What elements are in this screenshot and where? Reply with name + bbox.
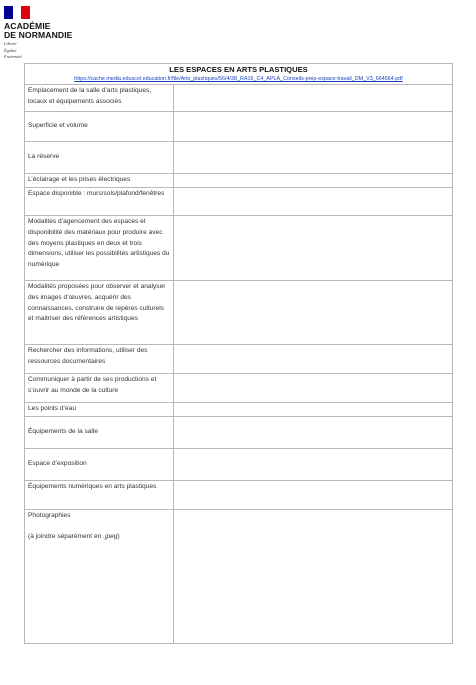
row-value-cell[interactable] xyxy=(174,112,453,142)
row-value-cell[interactable] xyxy=(174,85,453,112)
row-value-cell[interactable] xyxy=(174,142,453,174)
row-value-cell[interactable] xyxy=(174,374,453,403)
academie-logo xyxy=(4,6,94,60)
org-name-line1: ACADÉMIE xyxy=(4,21,51,31)
republique-flag-icon xyxy=(4,6,30,19)
row-value-cell[interactable] xyxy=(174,345,453,374)
row-label: Modalités proposées pour observer et analyser des images d’œuvres, acquérir des connaissances, construire de repères culturels et maitriser des références artistiques xyxy=(25,281,174,345)
table-header-cell xyxy=(25,64,453,85)
row-label: Équipements de la salle xyxy=(25,417,174,449)
row-value-cell[interactable] xyxy=(174,417,453,449)
motto-fraternite: Fraternité xyxy=(4,54,22,60)
resource-link[interactable]: https://cache.media.eduscol.education.fr/file/Arts_plastiques/56/4/38_RA16_C4_APLA_Conseils-prep-espace-travail_DM_V3_664564.pdf xyxy=(74,76,403,82)
row-label: Modalités d’agencement des espaces et disponibilité des matériaux pour produire avec des moyens plastiques en deux et trois dimensions, utiliser les possibilités artistiques du numérique xyxy=(25,216,174,281)
table-header-row xyxy=(25,64,453,85)
table-title: LES ESPACES EN ARTS PLASTIQUES xyxy=(169,65,308,74)
motto-liberte: Liberté xyxy=(4,41,17,46)
photos-row xyxy=(25,510,453,644)
row-label: Espace disponible : murs/sols/plafond/fenêtres xyxy=(25,188,174,216)
photos-label-cell xyxy=(25,510,174,644)
row-value-cell[interactable] xyxy=(174,449,453,481)
row-label: Emplacement de la salle d’arts plastiques, locaux et équipements associés xyxy=(25,85,174,112)
row-label: Communiquer à partir de ses productions et s’ouvrir au monde de la culture xyxy=(25,374,174,403)
table-row xyxy=(25,417,453,449)
table-row xyxy=(25,188,453,216)
org-name-line2: DE NORMANDIE xyxy=(4,30,73,40)
table-row xyxy=(25,112,453,142)
table-row xyxy=(25,174,453,188)
row-label: Les points d’eau xyxy=(25,403,174,417)
row-value-cell[interactable] xyxy=(174,188,453,216)
photos-note: (à joindre séparément en .jpeg) xyxy=(28,532,120,540)
row-value-cell[interactable] xyxy=(174,216,453,281)
row-label: L’éclairage et les prises électriques xyxy=(25,174,174,188)
table-row xyxy=(25,345,453,374)
row-value-cell[interactable] xyxy=(174,174,453,188)
row-label: Rechercher des informations, utiliser des ressources documentaires xyxy=(25,345,174,374)
table-row xyxy=(25,374,453,403)
motto-egalite: Égalité xyxy=(4,47,17,53)
row-label: La réserve xyxy=(25,142,174,174)
table-row xyxy=(25,281,453,345)
photos-label: Photographies xyxy=(28,512,71,519)
table-row xyxy=(25,403,453,417)
row-value-cell[interactable] xyxy=(174,281,453,345)
row-label: Espace d’exposition xyxy=(25,449,174,481)
photos-value-cell[interactable] xyxy=(174,510,453,644)
row-value-cell[interactable] xyxy=(174,481,453,510)
row-value-cell[interactable] xyxy=(174,403,453,417)
table-row xyxy=(25,481,453,510)
table-row xyxy=(25,85,453,112)
table-row xyxy=(25,142,453,174)
row-label: Équipements numériques en arts plastiques xyxy=(25,481,174,510)
table-row xyxy=(25,216,453,281)
table-row xyxy=(25,449,453,481)
spaces-form-table xyxy=(24,63,453,644)
row-label: Superficie et volume xyxy=(25,112,174,142)
